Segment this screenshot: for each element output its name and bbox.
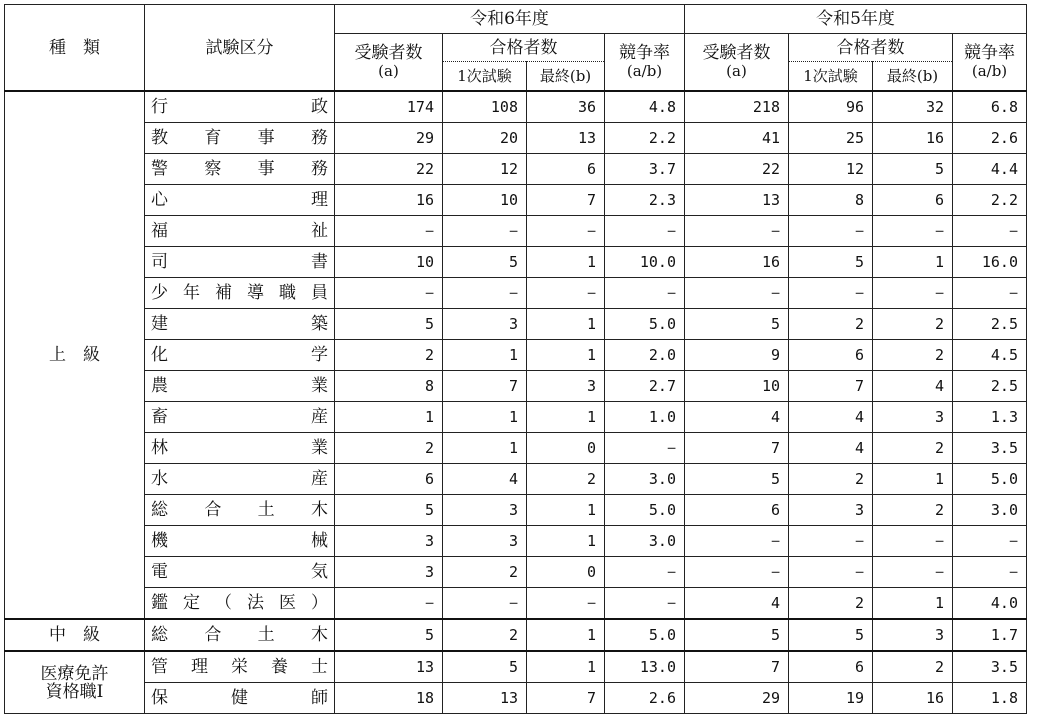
exam-category bbox=[145, 91, 335, 123]
header-r5-first: 1次試験 bbox=[789, 62, 873, 91]
exam-char: 年 bbox=[183, 283, 200, 303]
r5-cell-ratio: − bbox=[953, 526, 1027, 557]
exam-char: 管 bbox=[151, 657, 168, 677]
r6-cell-ratio: 5.0 bbox=[605, 309, 685, 340]
r6-cell-final: 1 bbox=[527, 402, 605, 433]
r6-cell-ratio: 13.0 bbox=[605, 651, 685, 683]
r5-cell-applicants: 4 bbox=[685, 402, 789, 433]
r6-cell-first: 2 bbox=[443, 557, 527, 588]
table-row bbox=[5, 557, 1027, 588]
header-r5-passers: 合格者数 bbox=[789, 34, 953, 62]
r6-cell-first: 3 bbox=[443, 309, 527, 340]
group-label: 医療免許 資格職Ⅰ bbox=[5, 651, 145, 714]
r5-cell-applicants: 218 bbox=[685, 91, 789, 123]
r5-cell-first: 19 bbox=[789, 683, 873, 714]
exam-char: 教 bbox=[151, 128, 168, 148]
exam-category bbox=[145, 185, 335, 216]
r6-cell-first: 108 bbox=[443, 91, 527, 123]
table-row bbox=[5, 619, 1027, 651]
table-row bbox=[5, 371, 1027, 402]
r6-cell-final: 7 bbox=[527, 185, 605, 216]
r6-cell-first: 10 bbox=[443, 185, 527, 216]
r6-cell-final: 0 bbox=[527, 557, 605, 588]
exam-char: ） bbox=[311, 593, 328, 613]
r5-cell-first: − bbox=[789, 557, 873, 588]
exam-results-table bbox=[4, 4, 1027, 714]
header-r6-ratio: 競争率 (a/b) bbox=[605, 34, 685, 92]
r6-cell-applicants: − bbox=[335, 278, 443, 309]
r5-cell-ratio: 5.0 bbox=[953, 464, 1027, 495]
exam-char: 械 bbox=[311, 531, 328, 551]
exam-char: 電 bbox=[151, 562, 168, 582]
r5-cell-first: 5 bbox=[789, 619, 873, 651]
header-r5-final: 最終(b) bbox=[873, 62, 953, 91]
exam-char: 木 bbox=[310, 500, 328, 520]
r5-cell-applicants: − bbox=[685, 557, 789, 588]
r5-cell-final: 16 bbox=[873, 683, 953, 714]
exam-char: 総 bbox=[151, 500, 168, 520]
exam-category bbox=[145, 340, 335, 371]
r5-cell-ratio: 4.4 bbox=[953, 154, 1027, 185]
exam-category bbox=[145, 619, 335, 651]
r5-cell-final: 2 bbox=[873, 340, 953, 371]
r5-cell-first: 8 bbox=[789, 185, 873, 216]
r6-cell-final: 3 bbox=[527, 371, 605, 402]
r6-cell-first: 1 bbox=[443, 340, 527, 371]
exam-char: 司 bbox=[151, 252, 168, 272]
exam-category bbox=[145, 123, 335, 154]
r5-cell-first: 96 bbox=[789, 91, 873, 123]
r6-cell-final: 1 bbox=[527, 526, 605, 557]
r6-cell-first: 12 bbox=[443, 154, 527, 185]
exam-char: 鑑 bbox=[151, 593, 168, 613]
r6-cell-ratio: 3.0 bbox=[605, 526, 685, 557]
r5-cell-ratio: 6.8 bbox=[953, 91, 1027, 123]
exam-char: 書 bbox=[311, 252, 328, 272]
r5-cell-ratio: 2.2 bbox=[953, 185, 1027, 216]
exam-char: 士 bbox=[311, 657, 328, 677]
r5-cell-first: − bbox=[789, 216, 873, 247]
table-row bbox=[5, 278, 1027, 309]
header-type: 種 類 bbox=[5, 5, 145, 92]
r5-cell-final: 2 bbox=[873, 495, 953, 526]
table-row bbox=[5, 247, 1027, 278]
r6-cell-ratio: − bbox=[605, 433, 685, 464]
header-exam: 試験区分 bbox=[145, 5, 335, 92]
r6-cell-first: − bbox=[443, 278, 527, 309]
r6-cell-applicants: 5 bbox=[335, 309, 443, 340]
exam-char: 林 bbox=[151, 438, 168, 458]
exam-char: 産 bbox=[311, 469, 328, 489]
exam-char: 理 bbox=[311, 190, 328, 210]
r6-cell-applicants: 8 bbox=[335, 371, 443, 402]
table-row bbox=[5, 495, 1027, 526]
header-r6-passers: 合格者数 bbox=[443, 34, 605, 62]
r5-cell-ratio: − bbox=[953, 278, 1027, 309]
exam-char: 定 bbox=[183, 593, 200, 613]
r6-cell-ratio: − bbox=[605, 557, 685, 588]
r5-cell-final: 1 bbox=[873, 588, 953, 620]
r5-cell-final: − bbox=[873, 526, 953, 557]
r6-cell-applicants: 13 bbox=[335, 651, 443, 683]
table-row bbox=[5, 123, 1027, 154]
exam-char: 事 bbox=[257, 128, 275, 148]
header-year-r5: 令和5年度 bbox=[685, 5, 1027, 34]
exam-char: 健 bbox=[231, 688, 248, 708]
r5-cell-first: 2 bbox=[789, 309, 873, 340]
exam-category bbox=[145, 526, 335, 557]
exam-category bbox=[145, 464, 335, 495]
r6-cell-ratio: 2.6 bbox=[605, 683, 685, 714]
r6-cell-applicants: 5 bbox=[335, 495, 443, 526]
r5-cell-first: 5 bbox=[789, 247, 873, 278]
results-body bbox=[5, 91, 1027, 714]
header-r6-final: 最終(b) bbox=[527, 62, 605, 91]
r5-cell-first: 4 bbox=[789, 433, 873, 464]
r5-cell-applicants: − bbox=[685, 216, 789, 247]
r6-cell-final: 7 bbox=[527, 683, 605, 714]
r5-cell-final: 3 bbox=[873, 402, 953, 433]
r5-cell-applicants: 5 bbox=[685, 309, 789, 340]
exam-char: 栄 bbox=[231, 657, 248, 677]
r5-cell-applicants: 5 bbox=[685, 619, 789, 651]
r6-cell-first: 3 bbox=[443, 526, 527, 557]
r5-cell-first: 25 bbox=[789, 123, 873, 154]
exam-char: 気 bbox=[311, 562, 328, 582]
group-label: 上 級 bbox=[5, 91, 145, 619]
r6-cell-applicants: 174 bbox=[335, 91, 443, 123]
exam-char: 機 bbox=[151, 531, 168, 551]
r5-cell-first: 2 bbox=[789, 588, 873, 620]
header-year-r6: 令和6年度 bbox=[335, 5, 685, 34]
exam-char: 木 bbox=[310, 625, 328, 645]
exam-char: 心 bbox=[151, 190, 168, 210]
r5-cell-ratio: − bbox=[953, 216, 1027, 247]
exam-category bbox=[145, 247, 335, 278]
r5-cell-ratio: − bbox=[953, 557, 1027, 588]
r6-cell-ratio: 4.8 bbox=[605, 91, 685, 123]
r5-cell-applicants: − bbox=[685, 526, 789, 557]
r5-cell-first: − bbox=[789, 526, 873, 557]
exam-char: 建 bbox=[151, 314, 168, 334]
r5-cell-applicants: 6 bbox=[685, 495, 789, 526]
r6-cell-applicants: 18 bbox=[335, 683, 443, 714]
exam-char: 保 bbox=[151, 688, 168, 708]
r5-cell-final: 32 bbox=[873, 91, 953, 123]
r6-cell-ratio: − bbox=[605, 216, 685, 247]
exam-char: 業 bbox=[311, 376, 328, 396]
header-r6-applicants: 受験者数 (a) bbox=[335, 34, 443, 92]
r6-cell-ratio: 3.7 bbox=[605, 154, 685, 185]
r5-cell-final: 1 bbox=[873, 464, 953, 495]
r6-cell-first: − bbox=[443, 588, 527, 620]
r6-cell-final: 13 bbox=[527, 123, 605, 154]
r6-cell-final: 0 bbox=[527, 433, 605, 464]
exam-char: 導 bbox=[247, 283, 264, 303]
exam-char: 察 bbox=[204, 159, 222, 179]
r6-cell-first: 5 bbox=[443, 247, 527, 278]
exam-char: 畜 bbox=[151, 407, 168, 427]
r5-cell-applicants: 9 bbox=[685, 340, 789, 371]
r6-cell-applicants: 10 bbox=[335, 247, 443, 278]
r6-cell-ratio: 2.0 bbox=[605, 340, 685, 371]
r6-cell-final: − bbox=[527, 216, 605, 247]
r6-cell-ratio: 3.0 bbox=[605, 464, 685, 495]
r6-cell-ratio: 2.2 bbox=[605, 123, 685, 154]
r5-cell-applicants: 13 bbox=[685, 185, 789, 216]
r6-cell-first: 20 bbox=[443, 123, 527, 154]
exam-char: 学 bbox=[311, 345, 328, 365]
r6-cell-first: 13 bbox=[443, 683, 527, 714]
table-row bbox=[5, 309, 1027, 340]
results-table-container bbox=[4, 4, 1027, 714]
exam-category bbox=[145, 683, 335, 714]
group-label: 中 級 bbox=[5, 619, 145, 651]
r5-cell-final: 1 bbox=[873, 247, 953, 278]
exam-category bbox=[145, 309, 335, 340]
r6-cell-applicants: 2 bbox=[335, 340, 443, 371]
exam-char: 政 bbox=[311, 97, 328, 117]
exam-char: 合 bbox=[204, 500, 222, 520]
exam-category bbox=[145, 588, 335, 620]
r6-cell-first: − bbox=[443, 216, 527, 247]
exam-char: 員 bbox=[311, 283, 328, 303]
table-row bbox=[5, 588, 1027, 620]
r6-cell-applicants: 1 bbox=[335, 402, 443, 433]
exam-char: 警 bbox=[151, 159, 168, 179]
table-row bbox=[5, 526, 1027, 557]
header-r6-first: 1次試験 bbox=[443, 62, 527, 91]
exam-char: 農 bbox=[151, 376, 168, 396]
r5-cell-final: 2 bbox=[873, 651, 953, 683]
r5-cell-final: 5 bbox=[873, 154, 953, 185]
exam-char: 化 bbox=[151, 345, 168, 365]
exam-char: 築 bbox=[311, 314, 328, 334]
exam-char: 理 bbox=[191, 657, 208, 677]
r5-cell-ratio: 3.5 bbox=[953, 433, 1027, 464]
exam-char: 養 bbox=[271, 657, 288, 677]
exam-char: 職 bbox=[279, 283, 296, 303]
exam-category bbox=[145, 651, 335, 683]
exam-char: 医 bbox=[279, 593, 296, 613]
r6-cell-first: 1 bbox=[443, 402, 527, 433]
r6-cell-applicants: 5 bbox=[335, 619, 443, 651]
r5-cell-final: − bbox=[873, 557, 953, 588]
exam-char: 行 bbox=[151, 97, 168, 117]
r5-cell-final: − bbox=[873, 216, 953, 247]
r5-cell-final: 2 bbox=[873, 433, 953, 464]
exam-char: 育 bbox=[204, 128, 222, 148]
r6-cell-ratio: 10.0 bbox=[605, 247, 685, 278]
r6-cell-applicants: 6 bbox=[335, 464, 443, 495]
r5-cell-first: 6 bbox=[789, 651, 873, 683]
r6-cell-first: 7 bbox=[443, 371, 527, 402]
r5-cell-applicants: 5 bbox=[685, 464, 789, 495]
r5-cell-applicants: 41 bbox=[685, 123, 789, 154]
r6-cell-final: 1 bbox=[527, 651, 605, 683]
r6-cell-applicants: 29 bbox=[335, 123, 443, 154]
exam-char: 事 bbox=[257, 159, 275, 179]
exam-category bbox=[145, 278, 335, 309]
r6-cell-final: 1 bbox=[527, 340, 605, 371]
exam-category bbox=[145, 216, 335, 247]
r6-cell-final: 6 bbox=[527, 154, 605, 185]
table-row bbox=[5, 340, 1027, 371]
exam-char: 土 bbox=[257, 625, 275, 645]
r5-cell-ratio: 4.0 bbox=[953, 588, 1027, 620]
r6-cell-ratio: 5.0 bbox=[605, 495, 685, 526]
r6-cell-final: 1 bbox=[527, 619, 605, 651]
header-r5-ratio: 競争率 (a/b) bbox=[953, 34, 1027, 92]
r5-cell-final: 6 bbox=[873, 185, 953, 216]
r6-cell-final: 36 bbox=[527, 91, 605, 123]
exam-category bbox=[145, 371, 335, 402]
exam-char: 務 bbox=[310, 128, 328, 148]
exam-category bbox=[145, 402, 335, 433]
r5-cell-ratio: 4.5 bbox=[953, 340, 1027, 371]
r5-cell-ratio: 2.6 bbox=[953, 123, 1027, 154]
exam-char: 業 bbox=[311, 438, 328, 458]
r5-cell-final: 3 bbox=[873, 619, 953, 651]
r5-cell-ratio: 2.5 bbox=[953, 371, 1027, 402]
r6-cell-first: 3 bbox=[443, 495, 527, 526]
exam-char: 福 bbox=[151, 221, 168, 241]
r5-cell-first: 6 bbox=[789, 340, 873, 371]
table-row bbox=[5, 154, 1027, 185]
r5-cell-ratio: 2.5 bbox=[953, 309, 1027, 340]
r5-cell-final: 16 bbox=[873, 123, 953, 154]
r6-cell-final: − bbox=[527, 588, 605, 620]
exam-char: 祉 bbox=[311, 221, 328, 241]
header-r5-applicants: 受験者数 (a) bbox=[685, 34, 789, 92]
r5-cell-ratio: 3.0 bbox=[953, 495, 1027, 526]
exam-char: 合 bbox=[204, 625, 222, 645]
r5-cell-first: 12 bbox=[789, 154, 873, 185]
exam-char: 法 bbox=[247, 593, 264, 613]
r6-cell-ratio: 2.3 bbox=[605, 185, 685, 216]
r6-cell-applicants: 2 bbox=[335, 433, 443, 464]
r6-cell-first: 5 bbox=[443, 651, 527, 683]
r6-cell-applicants: − bbox=[335, 216, 443, 247]
table-row bbox=[5, 464, 1027, 495]
table-row bbox=[5, 433, 1027, 464]
exam-char: 産 bbox=[311, 407, 328, 427]
r5-cell-ratio: 1.7 bbox=[953, 619, 1027, 651]
r5-cell-final: − bbox=[873, 278, 953, 309]
r5-cell-final: 2 bbox=[873, 309, 953, 340]
r5-cell-applicants: 16 bbox=[685, 247, 789, 278]
r6-cell-ratio: 1.0 bbox=[605, 402, 685, 433]
exam-category bbox=[145, 433, 335, 464]
r6-cell-first: 1 bbox=[443, 433, 527, 464]
r5-cell-first: − bbox=[789, 278, 873, 309]
r5-cell-first: 7 bbox=[789, 371, 873, 402]
r5-cell-ratio: 1.8 bbox=[953, 683, 1027, 714]
r6-cell-final: 1 bbox=[527, 309, 605, 340]
r5-cell-ratio: 3.5 bbox=[953, 651, 1027, 683]
r5-cell-applicants: − bbox=[685, 278, 789, 309]
r5-cell-applicants: 22 bbox=[685, 154, 789, 185]
exam-char: 土 bbox=[257, 500, 275, 520]
r6-cell-ratio: − bbox=[605, 278, 685, 309]
r6-cell-applicants: 22 bbox=[335, 154, 443, 185]
r6-cell-applicants: 3 bbox=[335, 526, 443, 557]
exam-char: 少 bbox=[151, 283, 168, 303]
r6-cell-ratio: 5.0 bbox=[605, 619, 685, 651]
r6-cell-final: 2 bbox=[527, 464, 605, 495]
r6-cell-first: 4 bbox=[443, 464, 527, 495]
exam-category bbox=[145, 154, 335, 185]
r6-cell-ratio: − bbox=[605, 588, 685, 620]
table-row bbox=[5, 91, 1027, 123]
table-row bbox=[5, 651, 1027, 683]
exam-category bbox=[145, 557, 335, 588]
exam-char: （ bbox=[215, 593, 232, 613]
r5-cell-applicants: 7 bbox=[685, 433, 789, 464]
r5-cell-first: 3 bbox=[789, 495, 873, 526]
exam-char: 補 bbox=[215, 283, 232, 303]
exam-char: 総 bbox=[151, 625, 168, 645]
r6-cell-first: 2 bbox=[443, 619, 527, 651]
r5-cell-first: 2 bbox=[789, 464, 873, 495]
r5-cell-final: 4 bbox=[873, 371, 953, 402]
r5-cell-first: 4 bbox=[789, 402, 873, 433]
r5-cell-applicants: 29 bbox=[685, 683, 789, 714]
table-row bbox=[5, 216, 1027, 247]
r6-cell-final: 1 bbox=[527, 247, 605, 278]
r5-cell-applicants: 7 bbox=[685, 651, 789, 683]
r6-cell-applicants: 3 bbox=[335, 557, 443, 588]
r5-cell-ratio: 16.0 bbox=[953, 247, 1027, 278]
exam-char: 務 bbox=[310, 159, 328, 179]
exam-category bbox=[145, 495, 335, 526]
r5-cell-applicants: 4 bbox=[685, 588, 789, 620]
r6-cell-ratio: 2.7 bbox=[605, 371, 685, 402]
r6-cell-applicants: − bbox=[335, 588, 443, 620]
r6-cell-final: − bbox=[527, 278, 605, 309]
exam-char: 水 bbox=[151, 469, 168, 489]
r5-cell-ratio: 1.3 bbox=[953, 402, 1027, 433]
r6-cell-final: 1 bbox=[527, 495, 605, 526]
r6-cell-applicants: 16 bbox=[335, 185, 443, 216]
table-row bbox=[5, 185, 1027, 216]
exam-char: 師 bbox=[311, 688, 328, 708]
table-row bbox=[5, 683, 1027, 714]
table-row bbox=[5, 402, 1027, 433]
r5-cell-applicants: 10 bbox=[685, 371, 789, 402]
